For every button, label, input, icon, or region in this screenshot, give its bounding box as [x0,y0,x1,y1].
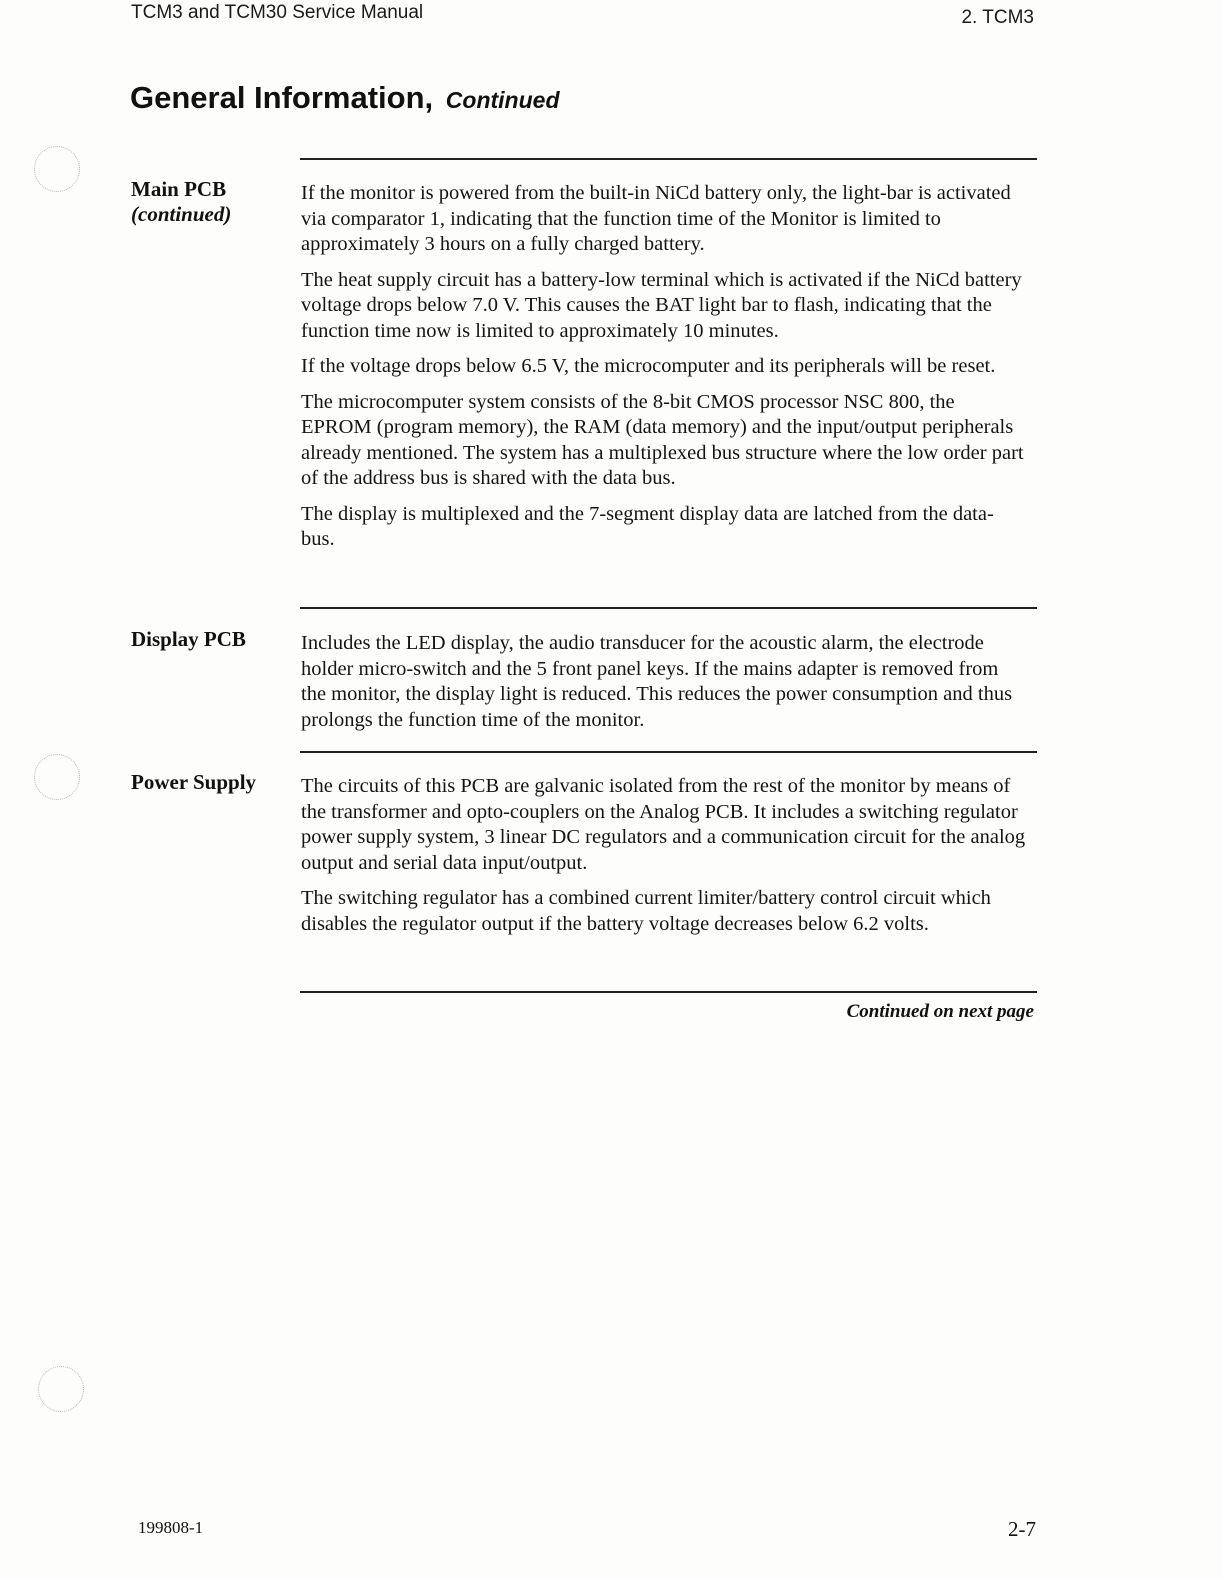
section-divider [300,991,1037,993]
section-sublabel: (continued) [131,202,232,226]
section-label-main-pcb [131,177,231,227]
section-label-power-supply [131,770,256,795]
document-number: 199808-1 [138,1518,204,1537]
section-label-display-pcb [131,627,246,652]
section-divider [300,607,1037,609]
page-title-continued: Continued [445,87,560,113]
section-body-power-supply [301,774,1026,947]
section-divider [300,158,1037,160]
section-label-text: Display PCB [131,627,246,651]
section-body-display-pcb [301,631,1026,743]
section-label-text: Main PCB [131,177,227,201]
paragraph: The display is multiplexed and the 7-segment display data are latched from the data-bus. [301,502,994,550]
paragraph: The heat supply circuit has a battery-low terminal which is activated if the NiCd battery voltage drops below 7.0 V. This causes the BAT light bar to flash, indicating that the function time now is limited to approximately 10 minutes. [301,268,1022,342]
header-chapter: 2. TCM3 [961,7,1034,28]
paragraph: If the monitor is powered from the built-in NiCd battery only, the light-bar is activated via comparator 1, indicating that the function time of the Monitor is limited to approximately 3 hours on a fully charged battery. [301,182,1011,255]
page-title [130,80,560,116]
section-body-main-pcb [301,181,1026,563]
continued-on-next-page: Continued on next page [846,1001,1034,1022]
paragraph: If the voltage drops below 6.5 V, the microcomputer and its peripherals will be reset. [301,355,996,377]
punch-hole-mark [38,1366,84,1412]
paragraph: The circuits of this PCB are galvanic isolated from the rest of the monitor by means of the transformer and opto-couplers on the Analog PCB. It includes a switching regulator power supply system, 3 linear DC regulators and a communication circuit for the analog output and serial data input/output. [301,775,1026,874]
paragraph: The switching regulator has a combined current limiter/battery control circuit which disables the regulator output if the battery voltage decreases below 6.2 volts. [301,887,991,935]
section-label-text: Power Supply [131,770,257,794]
page-title-main: General Information, [130,80,434,115]
punch-hole-mark [34,754,80,800]
page-number: 2-7 [1008,1517,1036,1541]
section-divider [300,751,1037,753]
punch-hole-mark [34,146,80,192]
header-manual-title: TCM3 and TCM30 Service Manual [131,2,424,23]
paragraph: Includes the LED display, the audio transducer for the acoustic alarm, the electrode holder micro-switch and the 5 front panel keys. If the mains adapter is removed from the monitor, the display light is reduced. This reduces the power consumption and thus prolongs the function time of the monitor. [301,632,1013,731]
paragraph: The microcomputer system consists of the 8-bit CMOS processor NSC 800, the EPROM (program memory), the RAM (data memory) and the input/output peripherals already mentioned. The system has a multiplexed bus structure where the low order part of the address bus is shared with the data bus. [301,390,1024,489]
